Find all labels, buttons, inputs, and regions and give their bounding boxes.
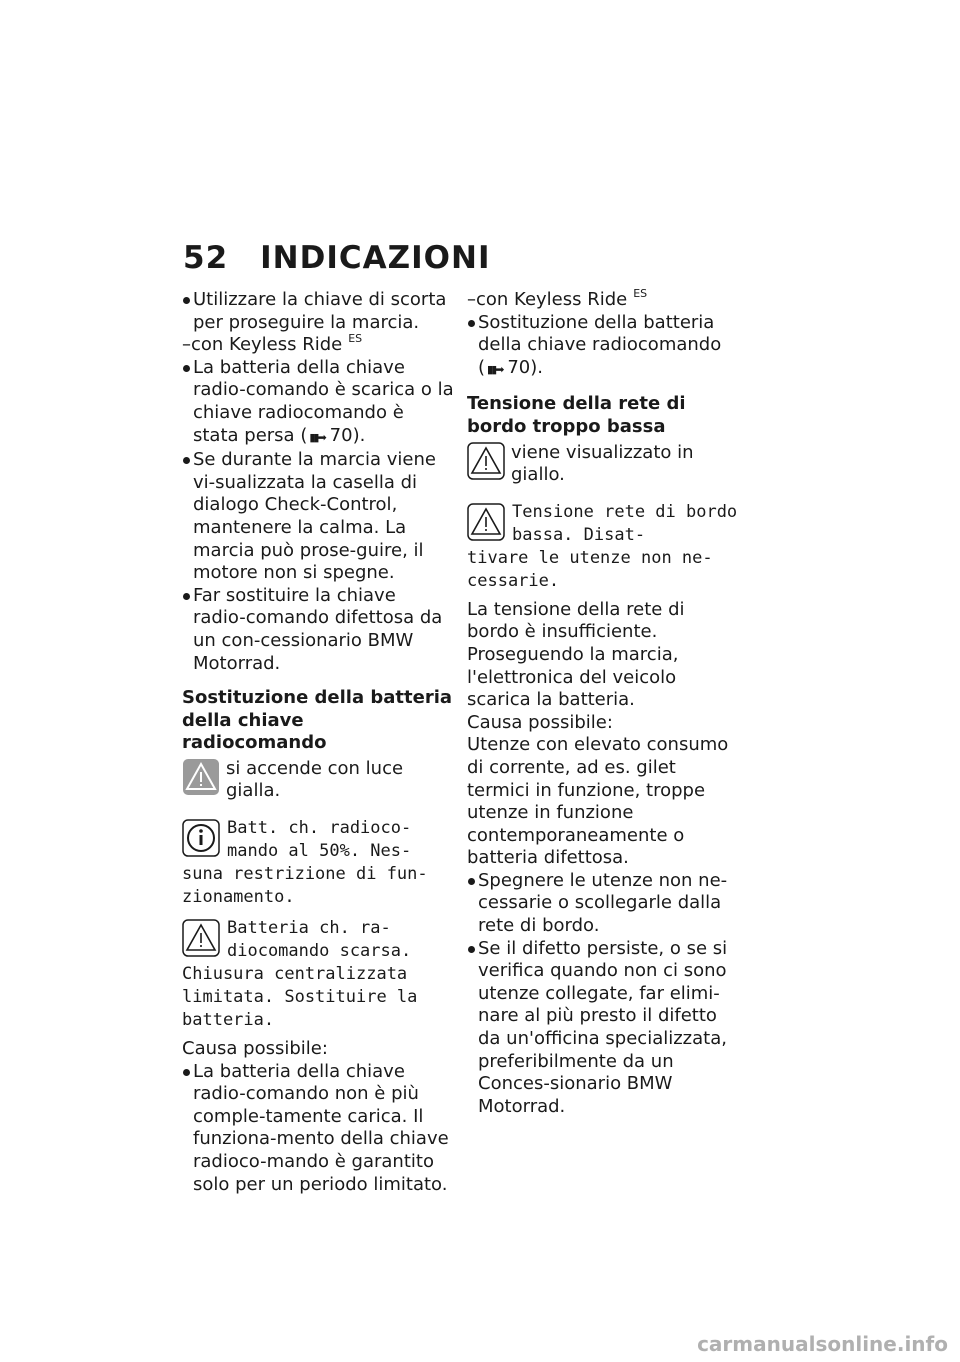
indicator-line	[467, 442, 739, 487]
condition-line	[182, 334, 454, 357]
cc-message-text: Tensione rete di bordo bassa. Disat-	[512, 501, 738, 545]
warning-outline-icon	[182, 919, 220, 957]
list-item: La batteria della chiave radio-comando è scarica o la chiave radiocomando è stata persa ( ▮▮➡ 70).	[182, 357, 454, 449]
list-item: Se il difetto persiste, o se si verifica quando non ci sono utenze collegate, far elimi-nare al più presto il difetto da un'officina specializzata, preferibilmente da un Conces-sionario BMW Motorrad.	[467, 938, 739, 1119]
cc-message	[467, 501, 739, 593]
warning-outline-icon	[467, 442, 505, 480]
list-item: Utilizzare la chiave di scorta per proseguire la marcia.	[182, 289, 454, 334]
cc-message	[182, 817, 454, 909]
cc-message-text: Batteria ch. ra-diocomando scarsa.	[227, 918, 412, 962]
condition-line	[467, 289, 739, 312]
info-icon	[182, 819, 220, 857]
page-number: 52	[183, 240, 229, 276]
right-column	[467, 289, 739, 1118]
ref-arrow-icon: ▮▮➡	[487, 362, 503, 376]
condition-badge: ES	[633, 287, 648, 300]
indicator-line	[182, 758, 454, 803]
cc-message-text: Batt. ch. radioco-mando al 50%. Nes-	[227, 818, 412, 862]
cc-message-text: tivare le utenze non ne-cessarie.	[467, 547, 713, 591]
paragraph: Utenze con elevato consumo di corrente, ad es. gilet termici in funzione, troppe utenze in funzione contemporaneamente o batteria difettosa.	[467, 734, 729, 869]
condition-badge: ES	[348, 332, 363, 346]
list-item: La batteria della chiave radio-comando non è più comple-tamente carica. Il funziona-mento della chiave radioco-mando è garantito solo per un periodo limitato.	[182, 1061, 454, 1197]
page-ref: 70).	[507, 356, 544, 378]
section-heading: Tensione della rete di bordo troppo bassa	[467, 393, 686, 437]
warning-filled-icon	[182, 758, 220, 796]
cause-label: Causa possibile:	[182, 1038, 328, 1060]
page-title: INDICAZIONI	[260, 240, 491, 276]
cause-label: Causa possibile:	[467, 711, 613, 733]
indicator-text: viene visualizzato in giallo.	[511, 441, 694, 486]
list-item: Spegnere le utenze non ne-cessarie o scollegarle dalla rete di bordo.	[467, 870, 739, 938]
list-item: Sostituzione della batteria della chiave radiocomando ( ▮▮➡ 70).	[467, 312, 739, 382]
cc-message-text: suna restrizione di fun-zionamento.	[182, 864, 428, 908]
paragraph: La tensione della rete di bordo è insufficiente. Proseguendo la marcia, l'elettronica del veicolo scarica la batteria.	[467, 598, 685, 711]
indicator-text: si accende con luce gialla.	[226, 757, 404, 802]
page-ref: 70).	[329, 424, 366, 446]
page-header	[183, 240, 490, 276]
list-item-text: Sostituzione della batteria della chiave radiocomando	[478, 311, 722, 356]
ref-arrow-icon: ▮▮➡	[309, 430, 325, 444]
left-column	[182, 289, 454, 1196]
condition-text: –con Keyless Ride	[182, 334, 343, 356]
list-item-text: La batteria della chiave radio-comando è scarica o la chiave radiocomando è stata persa	[193, 356, 454, 446]
cc-message	[182, 917, 454, 1032]
list-item: Far sostituire la chiave radio-comando difettosa da un con-cessionario BMW Motorrad.	[182, 585, 454, 675]
section-heading: Sostituzione della batteria della chiave radiocomando	[182, 687, 453, 754]
watermark: carmanualsonline.info	[697, 1332, 948, 1356]
list-item: Se durante la marcia viene vi-sualizzata la casella di dialogo Check-Control, mantenere la calma. La marcia può prose-guire, il motore non si spegne.	[182, 449, 454, 585]
warning-outline-icon	[467, 503, 505, 541]
cc-message-text: Chiusura centralizzata limitata. Sostituire la batteria.	[182, 964, 418, 1031]
condition-text: –con Keyless Ride	[467, 289, 628, 310]
